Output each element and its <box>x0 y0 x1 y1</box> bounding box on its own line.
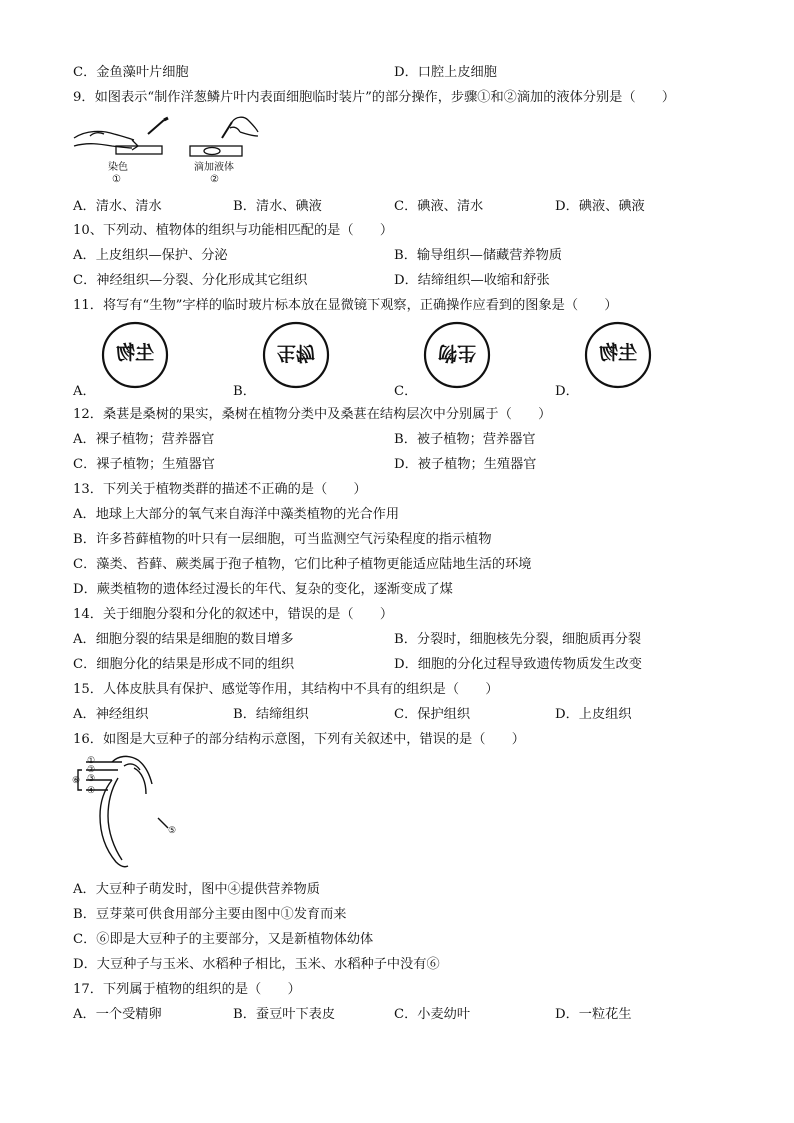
q14-option-a: A．细胞分裂的结果是细胞的数目增多 <box>73 632 294 647</box>
q16-label-2: ② <box>87 765 96 775</box>
q10-option-d: D．结缔组织—收缩和舒张 <box>394 273 550 288</box>
q12-option-d: D．被子植物；生殖器官 <box>394 457 537 472</box>
q17-option-b: B．蚕豆叶下表皮 <box>233 1007 336 1022</box>
q13-option-d: D．蕨类植物的遗体经过漫长的年代、复杂的变化，逐渐变成了煤 <box>73 582 453 597</box>
q16-option-b: B．豆芽菜可供食用部分主要由图中①发育而来 <box>73 907 347 922</box>
q10-option-c: C．神经组织—分裂、分化形成其它组织 <box>73 273 308 288</box>
q11-stem: 11．将写有“生物”字样的临时玻片标本放在显微镜下观察，正确操作应看到的图象是（ ） <box>73 298 618 313</box>
q9-fig-num-2: ② <box>210 174 219 185</box>
q11-circle-a-text: 生物 <box>116 342 155 364</box>
q13-option-a: A．地球上大部分的氧气来自海洋中藻类植物的光合作用 <box>73 507 400 522</box>
q13-stem: 13．下列关于植物类群的描述不正确的是（ ） <box>73 482 367 497</box>
q9-option-a: A．清水、清水 <box>73 199 162 214</box>
q10-option-b: B．输导组织—储藏营养物质 <box>394 248 562 263</box>
q9-figure <box>72 116 272 190</box>
q16-stem: 16．如图是大豆种子的部分结构示意图，下列有关叙述中，错误的是（ ） <box>73 732 525 747</box>
q17-option-a: A．一个受精卵 <box>73 1007 162 1022</box>
q13-option-c: C．藻类、苔藓、蕨类属于孢子植物，它们比种子植物更能适应陆地生活的环境 <box>73 557 532 572</box>
q11-option-d: D． <box>555 384 579 399</box>
q17-option-c: C．小麦幼叶 <box>394 1007 471 1022</box>
q11-option-c: C． <box>394 384 418 399</box>
q9-fig-label-2: 滴加液体 <box>194 162 234 173</box>
q10-stem: 10、下列动、植物体的组织与功能相匹配的是（ ） <box>73 223 394 238</box>
q15-option-b: B．结缔组织 <box>233 707 309 722</box>
q14-option-d: D．细胞的分化过程导致遗传物质发生改变 <box>394 657 642 672</box>
q17-stem: 17．下列属于植物的组织的是（ ） <box>73 982 301 997</box>
q9-fig-label-1: 染色 <box>108 162 128 173</box>
q13-option-b: B．许多苔藓植物的叶只有一层细胞，可当监测空气污染程度的指示植物 <box>73 532 492 547</box>
q11-circle-b-text: 生物 <box>276 342 315 364</box>
q9-option-b: B．清水、碘液 <box>233 199 322 214</box>
q17-option-d: D．一粒花生 <box>555 1007 632 1022</box>
q9-stem: 9．如图表示“制作洋葱鳞片叶内表面细胞临时装片”的部分操作，步骤①和②滴加的液体分别是（ ） <box>73 90 676 105</box>
q12-option-a: A．裸子植物；营养器官 <box>73 432 215 447</box>
q9-option-d: D．碘液、碘液 <box>555 199 645 214</box>
q11-circle-b <box>261 320 331 390</box>
q14-stem: 14．关于细胞分裂和分化的叙述中，错误的是（ ） <box>73 607 394 622</box>
q9-fig-num-1: ① <box>112 174 121 185</box>
q15-option-d: D．上皮组织 <box>555 707 632 722</box>
q16-label-1: ① <box>87 756 96 766</box>
q11-circle-c-text: 生物 <box>438 342 477 364</box>
q15-option-a: A．神经组织 <box>73 707 149 722</box>
q16-label-3: ③ <box>87 774 96 784</box>
q16-option-d: D．大豆种子与玉米、水稻种子相比，玉米、水稻种子中没有⑥ <box>73 957 440 972</box>
q16-seed-figure <box>72 754 190 872</box>
q10-option-a: A．上皮组织—保护、分泌 <box>73 248 228 263</box>
q11-circle-d <box>583 320 653 390</box>
q8-option-d: D．口腔上皮细胞 <box>394 65 497 80</box>
q16-label-5: ⑤ <box>168 826 177 836</box>
q14-option-b: B．分裂时，细胞核先分裂，细胞质再分裂 <box>394 632 642 647</box>
q16-option-a: A．大豆种子萌发时，图中④提供营养物质 <box>73 882 320 897</box>
q8-option-c: C．金鱼藻叶片细胞 <box>73 65 189 80</box>
q11-option-a: A． <box>73 384 96 399</box>
q12-option-b: B．被子植物；营养器官 <box>394 432 536 447</box>
q9-option-c: C．碘液、清水 <box>394 199 484 214</box>
q15-option-c: C．保护组织 <box>394 707 471 722</box>
q11-circle-d-text: 生物 <box>599 342 638 364</box>
q16-label-4: ④ <box>87 786 96 796</box>
q12-option-c: C．裸子植物；生殖器官 <box>73 457 215 472</box>
q11-option-b: B． <box>233 384 256 399</box>
q15-stem: 15．人体皮肤具有保护、感觉等作用，其结构中不具有的组织是（ ） <box>73 682 499 697</box>
q11-circle-a <box>100 320 170 390</box>
q14-option-c: C．细胞分化的结果是形成不同的组织 <box>73 657 295 672</box>
q11-circle-c <box>422 320 492 390</box>
q16-label-6: ⑥ <box>72 776 81 786</box>
q12-stem: 12．桑葚是桑树的果实，桑树在植物分类中及桑葚在结构层次中分别属于（ ） <box>73 407 552 422</box>
q16-option-c: C．⑥即是大豆种子的主要部分，又是新植物体幼体 <box>73 932 374 947</box>
